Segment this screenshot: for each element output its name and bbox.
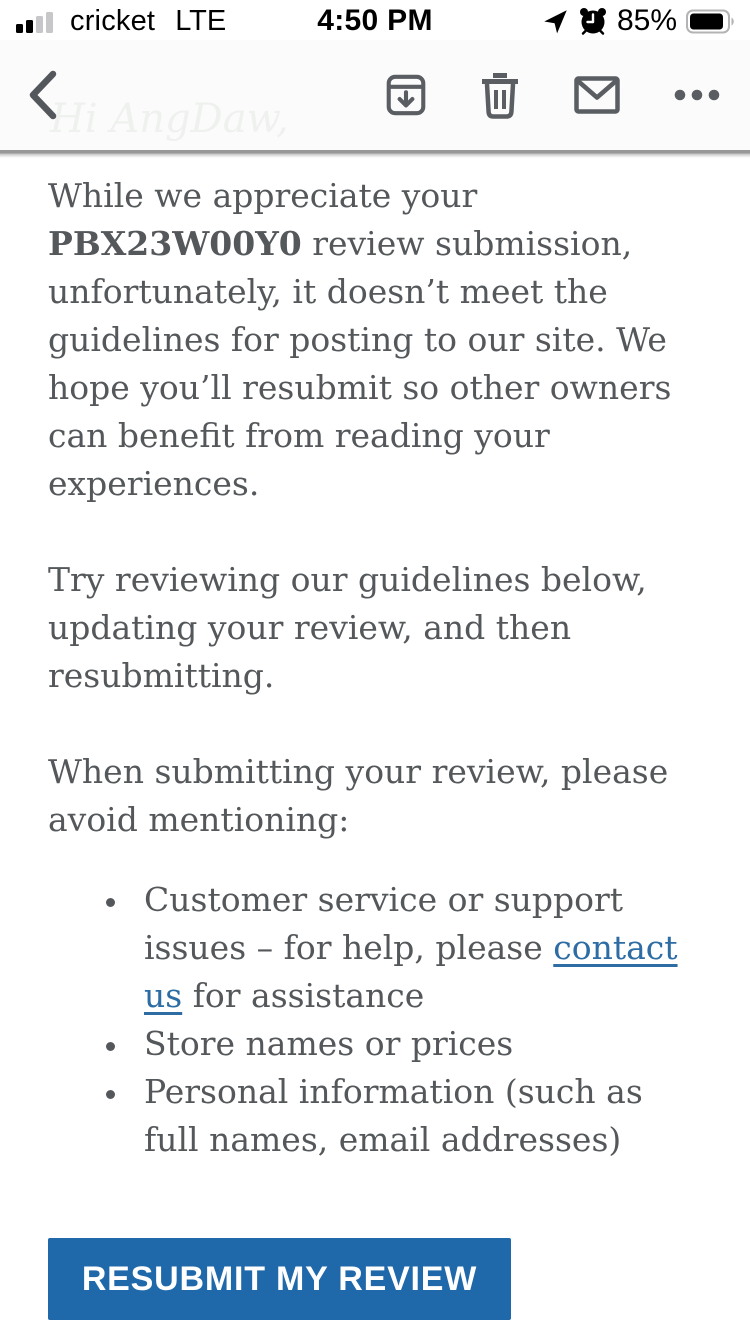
status-bar [0,0,750,40]
resubmit-review-button[interactable]: RESUBMIT MY REVIEW [48,1238,511,1320]
paragraph-try-reviewing: Try reviewing our guidelines below, updating your review, and then resubmitting. [48,560,647,695]
more-button[interactable] [674,89,720,101]
paragraph-avoid-mentioning: When submitting your review, please avoid mentioning: [48,752,669,839]
archive-button[interactable] [386,71,426,119]
status-bar-clock: 4:50 PM [317,4,433,37]
email-greeting-ghost: Hi AngDaw, [50,96,289,142]
paragraph1-text-before: While we appreciate your [48,176,478,215]
status-bar-left [16,5,226,38]
chevron-left-icon [26,69,60,121]
paragraph1-text-after: review submission, unfortunately, it doesn’t meet the guidelines for posting to our site. We hope you’ll resubmit so other owners can benefit from reading your experiences. [48,224,672,503]
location-arrow-icon [542,8,569,35]
product-code: PBX23W00Y0 [48,224,302,263]
delete-button[interactable] [480,71,520,119]
toolbar-actions [386,71,720,119]
ellipsis-icon [674,89,720,101]
paragraph-review-rejected [48,172,702,508]
carrier-label: cricket [70,4,156,37]
signal-strength-icon [16,8,58,34]
toolbar-divider [0,150,750,158]
status-bar-right [542,4,736,38]
battery-percent-label: 85% [616,4,677,37]
bullet1-text-before: Customer service or support issues – for help, please [144,880,624,967]
battery-icon [686,9,736,34]
trash-icon [480,71,520,119]
bullet-customer-service [130,876,702,1020]
archive-icon [386,71,426,119]
contact-us-link[interactable]: contact us [144,928,678,1015]
envelope-icon [574,76,620,114]
back-button[interactable] [26,69,60,121]
bullet-personal-info: • Personal information (such as full names, email addresses) [130,1068,702,1164]
guidelines-list [48,876,702,1164]
email-body [0,158,750,1320]
mail-toolbar [0,40,750,150]
bullet1-text-after: for assistance [182,976,425,1015]
mail-button[interactable] [574,76,620,114]
network-type-label: LTE [175,4,227,37]
bullet-store-names: • Store names or prices [130,1020,702,1068]
alarm-clock-icon [578,6,608,36]
